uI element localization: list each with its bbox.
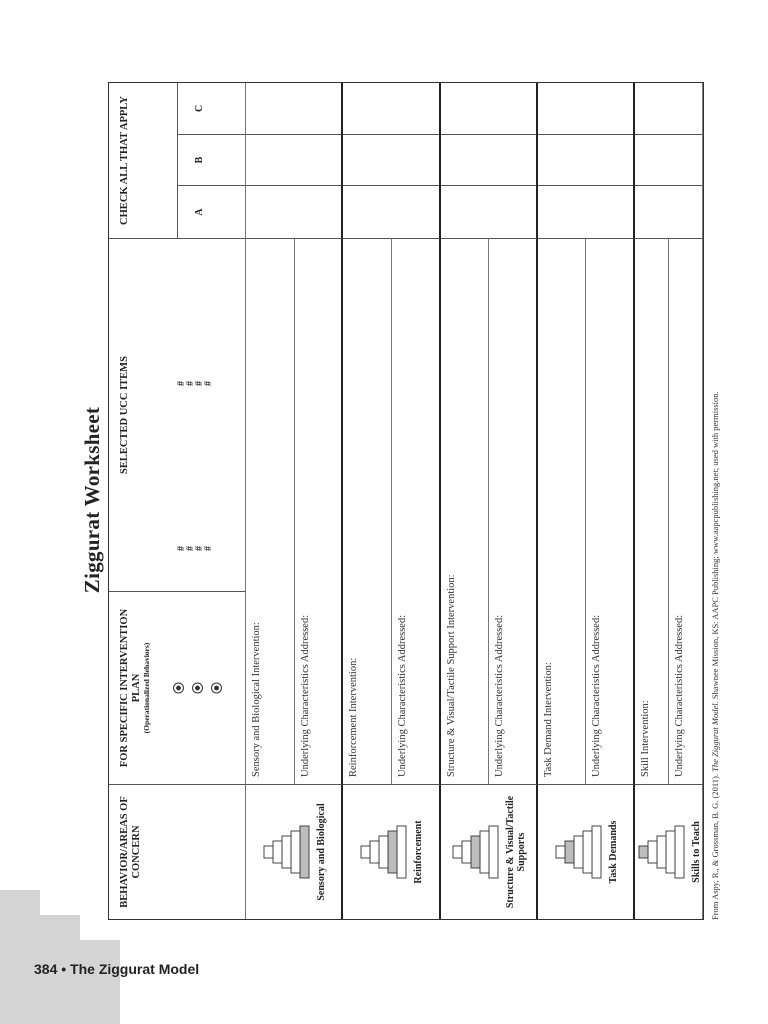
bullet-icon (173, 683, 184, 694)
check-box-a[interactable] (343, 186, 438, 238)
corner-step-4 (0, 940, 120, 1024)
check-cells (246, 83, 343, 238)
area-label: Skills to Teach (691, 821, 702, 883)
plan-header: FOR SPECIFIC INTERVENTION PLAN (Operationalized Behaviors) (109, 591, 246, 784)
intervention-field[interactable]: Task Demand Intervention: (538, 238, 587, 784)
area-label: Structure & Visual/Tactile Supports (505, 795, 528, 909)
intervention-field[interactable]: Reinforcement Intervention: (343, 238, 392, 784)
ziggurat-icon (357, 824, 407, 880)
area-label: Sensory and Biological (316, 803, 328, 901)
worksheet-table (108, 82, 704, 920)
ziggurat-tier (291, 831, 300, 873)
characteristics-field[interactable]: Underlying Characteristics Addressed: (489, 238, 538, 784)
check-title: CHECK ALL THAT APPLY (119, 96, 130, 225)
ziggurat-tier (639, 846, 648, 858)
ziggurat-tier (480, 831, 489, 873)
intervention-field[interactable]: Skill Intervention: (635, 238, 669, 784)
ziggurat-tier (273, 841, 282, 863)
ziggurat-tier (397, 826, 406, 878)
ziggurat-tier (282, 836, 291, 868)
ucc-hash-column-1: # # # # (176, 546, 214, 551)
ziggurat-tier (370, 841, 379, 863)
bullet-icon (211, 683, 222, 694)
area-cell (635, 784, 703, 919)
check-box-a[interactable] (538, 186, 633, 238)
ziggurat-tier (592, 826, 601, 878)
area-cell (538, 784, 635, 919)
check-box-c[interactable] (246, 83, 341, 135)
ziggurat-tier (666, 831, 675, 873)
ziggurat-tier (489, 826, 498, 878)
characteristics-field[interactable]: Underlying Characteristics Addressed: (669, 238, 703, 784)
area-cell (246, 784, 343, 919)
check-box-c[interactable] (538, 83, 633, 135)
check-box-b[interactable] (538, 135, 633, 187)
check-box-c[interactable] (635, 83, 702, 135)
ziggurat-icon (260, 824, 310, 880)
ziggurat-tier (471, 836, 480, 868)
plan-bullets (165, 683, 230, 694)
characteristics-field[interactable]: Underlying Characteristics Addressed: (295, 238, 344, 784)
ziggurat-tier (300, 826, 309, 878)
check-box-c[interactable] (441, 83, 536, 135)
check-box-a[interactable] (441, 186, 536, 238)
ziggurat-tier (379, 836, 388, 868)
behavior-header: BEHAVIOR/AREAS OF CONCERN (109, 784, 246, 919)
ziggurat-tier (583, 831, 592, 873)
check-header (109, 83, 246, 238)
check-box-b[interactable] (635, 135, 702, 187)
check-col-a: A (177, 186, 245, 238)
area-cell (343, 784, 440, 919)
check-box-a[interactable] (246, 186, 341, 238)
ziggurat-tier (462, 841, 471, 863)
ziggurat-tier (565, 841, 574, 863)
ziggurat-tier (574, 836, 583, 868)
intervention-field[interactable]: Structure & Visual/Tactile Support Intervention: (441, 238, 490, 784)
check-box-b[interactable] (246, 135, 341, 187)
bullet-icon (192, 683, 203, 694)
ziggurat-tier (675, 826, 684, 878)
worksheet-page (80, 80, 720, 920)
page-footer: 384 • The Ziggurat Model (34, 961, 200, 977)
check-cells (441, 83, 538, 238)
ziggurat-tier (264, 846, 273, 858)
check-cells (635, 83, 703, 238)
check-box-a[interactable] (635, 186, 702, 238)
area-cell (441, 784, 538, 919)
ucc-header: SELECTED UCC ITEMS # # # # # # # # (109, 238, 246, 591)
check-box-b[interactable] (343, 135, 438, 187)
ziggurat-tier (556, 846, 565, 858)
check-col-b: B (177, 135, 245, 187)
ziggurat-tier (657, 836, 666, 868)
page-title: Ziggurat Worksheet (80, 406, 104, 594)
characteristics-field[interactable]: Underlying Characteristics Addressed: (392, 238, 441, 784)
check-cells (538, 83, 635, 238)
area-label: Reinforcement (413, 820, 425, 884)
ziggurat-tier (648, 841, 657, 863)
check-cells (343, 83, 440, 238)
intervention-field[interactable]: Sensory and Biological Intervention: (246, 238, 295, 784)
check-box-b[interactable] (441, 135, 536, 187)
check-col-c: C (177, 83, 245, 135)
plan-subheader: (Operationalized Behaviors) (142, 642, 152, 734)
ziggurat-tier (388, 831, 397, 873)
ziggurat-icon (449, 824, 499, 880)
ziggurat-icon (635, 824, 685, 880)
ucc-hash-column-2: # # # # (176, 381, 214, 386)
area-label: Task Demands (607, 820, 619, 884)
ziggurat-tier (453, 846, 462, 858)
characteristics-field[interactable]: Underlying Characteristics Addressed: (586, 238, 635, 784)
check-box-c[interactable] (343, 83, 438, 135)
ziggurat-icon (552, 824, 602, 880)
ziggurat-tier (361, 846, 370, 858)
credit-line: From Aspy, R., & Grossman, B. G. (2011). The Ziggurat Model. Shawnee Mission, KS: AAPC Publishing; www.aapcpublishing.net; used with permission. (710, 391, 720, 920)
